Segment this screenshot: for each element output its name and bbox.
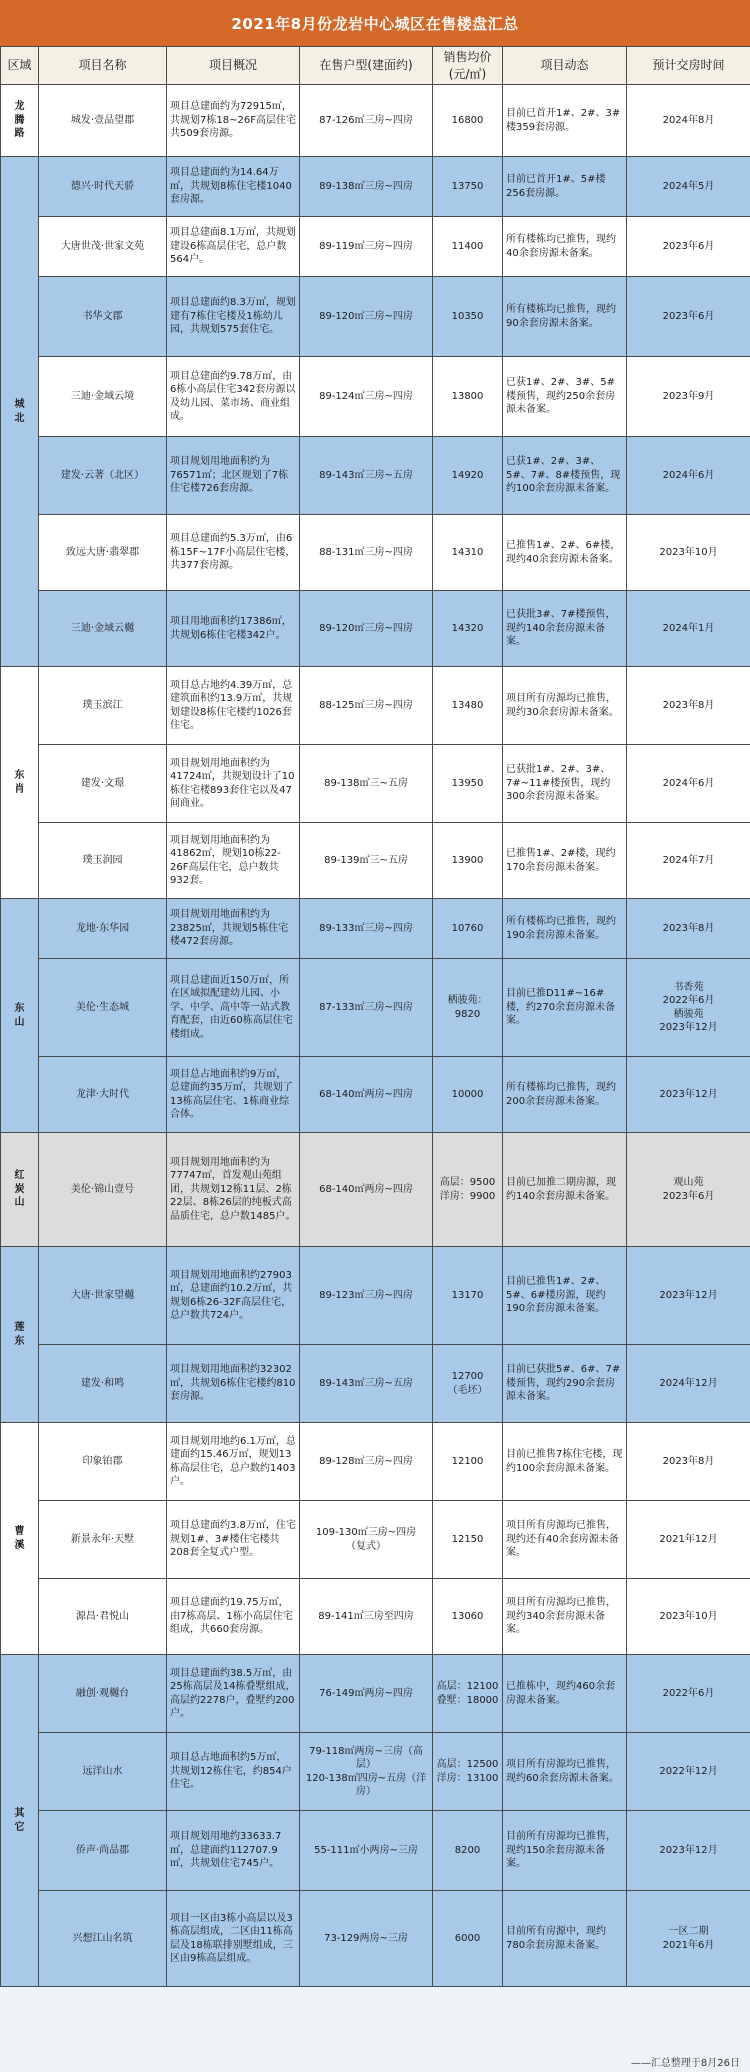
- project-overview: 项目一区由3栋小高层以及3栋高层组成，二区由11栋高层及18栋联排别墅组成，三区由9栋高层组成。: [167, 1891, 300, 1987]
- project-status: 已获批1#、2#、3#、7#~11#楼预售，现约300余套房源未备案。: [503, 745, 627, 823]
- region-cell: 东 肖: [1, 667, 39, 899]
- region-cell: 城 北: [1, 157, 39, 667]
- table-header-row: [1, 47, 750, 85]
- project-delivery: 2022年12月: [627, 1733, 750, 1811]
- project-overview: 项目规划用地面积约为41724㎡，共规划设计了10栋住宅楼893套住宅以及47间商业。: [167, 745, 300, 823]
- project-price: 13800: [433, 357, 503, 437]
- project-status: 目前所有房源中，现约780余套房源未备案。: [503, 1891, 627, 1987]
- project-status: 项目所有房源均已推售，现约340余套房源未备案。: [503, 1579, 627, 1655]
- project-name: 德兴·时代天骄: [39, 157, 167, 217]
- project-name: 印象铂郡: [39, 1423, 167, 1501]
- project-price: 14320: [433, 591, 503, 667]
- project-layout: 89-138㎡三房~四房: [300, 157, 433, 217]
- project-name: 美伦·生态城: [39, 959, 167, 1057]
- project-layout: 88-125㎡三房~四房: [300, 667, 433, 745]
- table-row: [1, 277, 750, 357]
- project-name: 三迪·金域云樾: [39, 591, 167, 667]
- project-name: 璞玉滨江: [39, 667, 167, 745]
- project-overview: 项目规划用地约33633.7㎡，总建面约112707.9㎡，共规划住宅745户。: [167, 1811, 300, 1891]
- region-cell: 莲 东: [1, 1247, 39, 1423]
- project-overview: 项目总建面8.1万㎡，共规划建设6栋高层住宅，总户数564户。: [167, 217, 300, 277]
- project-status: 已获批3#、7#楼预售，现约140余套房源未备案。: [503, 591, 627, 667]
- project-overview: 项目总建面约5.3万㎡，由6栋15F~17F小高层住宅楼，共377套房源。: [167, 515, 300, 591]
- project-delivery: 2023年8月: [627, 667, 750, 745]
- project-overview: 项目总建面约9.78万㎡，由6栋小高层住宅342套房源以及幼儿园、菜市场、商业组成。: [167, 357, 300, 437]
- project-name: 龙津·大时代: [39, 1057, 167, 1133]
- project-overview: 项目规划用地面积约为77747㎡，首发观山苑组团，共规划12栋11层、2栋22层、8栋26层的纯板式高品质住宅，总户数1485户。: [167, 1133, 300, 1247]
- project-layout: 89-143㎡三房~五房: [300, 437, 433, 515]
- project-name: 建发·云著（北区）: [39, 437, 167, 515]
- project-name: 三迪·金域云境: [39, 357, 167, 437]
- project-name: 龙地·东华园: [39, 899, 167, 959]
- project-overview: 项目总建面约为14.64万㎡，共规划8栋住宅楼1040套房源。: [167, 157, 300, 217]
- project-delivery: 2023年10月: [627, 1579, 750, 1655]
- project-price: 高层：9500 洋房：9900: [433, 1133, 503, 1247]
- project-price: 13950: [433, 745, 503, 823]
- table-row: [1, 85, 750, 157]
- table-row: [1, 515, 750, 591]
- project-layout: 76-149㎡两房~四房: [300, 1655, 433, 1733]
- project-price: 10350: [433, 277, 503, 357]
- table-row: [1, 1057, 750, 1133]
- project-status: 目前已首开1#、2#、3#楼359套房源。: [503, 85, 627, 157]
- project-price: 8200: [433, 1811, 503, 1891]
- project-status: 所有楼栋均已推售，现约90余套房源未备案。: [503, 277, 627, 357]
- project-delivery: 观山苑 2023年6月: [627, 1133, 750, 1247]
- project-price: 6000: [433, 1891, 503, 1987]
- project-status: 所有楼栋均已推售，现约200余套房源未备案。: [503, 1057, 627, 1133]
- table-row: [1, 217, 750, 277]
- project-layout: 89-128㎡三房~四房: [300, 1423, 433, 1501]
- project-delivery: 一区二期 2021年6月: [627, 1891, 750, 1987]
- project-overview: 项目规划用地面积约为23825㎡，共规划5栋住宅楼472套房源。: [167, 899, 300, 959]
- table-row: [1, 959, 750, 1057]
- project-name: 远洋山水: [39, 1733, 167, 1811]
- project-layout: 89-141㎡三房至四房: [300, 1579, 433, 1655]
- header-delivery: 预计交房时间: [627, 47, 750, 85]
- project-status: 已推售1#、2#、6#楼，现约40余套房源未备案。: [503, 515, 627, 591]
- project-price: 10000: [433, 1057, 503, 1133]
- project-delivery: 2023年12月: [627, 1811, 750, 1891]
- project-price: 11400: [433, 217, 503, 277]
- project-delivery: 书香苑 2022年6月 栖骏苑 2023年12月: [627, 959, 750, 1057]
- table-row: [1, 1423, 750, 1501]
- project-layout: 89-120㎡三房~四房: [300, 591, 433, 667]
- project-layout: 109-130㎡三房~四房 （复式）: [300, 1501, 433, 1579]
- header-overview: 项目概况: [167, 47, 300, 85]
- project-layout: 87-133㎡三房~四房: [300, 959, 433, 1057]
- project-status: 目前已推售7栋住宅楼，现约100余套房源未备案。: [503, 1423, 627, 1501]
- project-price: 高层：12500 洋房：13100: [433, 1733, 503, 1811]
- project-name: 新景永年·天墅: [39, 1501, 167, 1579]
- project-status: 已推售1#、2#楼，现约170余套房源未备案。: [503, 823, 627, 899]
- header-price: 销售均价 (元/㎡): [433, 47, 503, 85]
- project-price: 12700 （毛坯）: [433, 1345, 503, 1423]
- table-row: [1, 1655, 750, 1733]
- project-delivery: 2023年6月: [627, 277, 750, 357]
- project-delivery: 2023年8月: [627, 899, 750, 959]
- project-price: 12150: [433, 1501, 503, 1579]
- project-status: 已推栋中，现约460余套房源未备案。: [503, 1655, 627, 1733]
- table-row: [1, 1891, 750, 1987]
- table-row: [1, 591, 750, 667]
- project-delivery: 2021年12月: [627, 1501, 750, 1579]
- project-delivery: 2023年9月: [627, 357, 750, 437]
- project-overview: 项目规划用地面积约32302㎡，共规划6栋住宅楼约810套房源。: [167, 1345, 300, 1423]
- project-layout: 89-138㎡三~五房: [300, 745, 433, 823]
- project-overview: 项目总占地面积约5万㎡，共规划12栋住宅，约854户住宅。: [167, 1733, 300, 1811]
- project-name: 建发·和鸣: [39, 1345, 167, 1423]
- table-row: [1, 1501, 750, 1579]
- project-layout: 87-126㎡三房~四房: [300, 85, 433, 157]
- table-row: [1, 823, 750, 899]
- project-name: 源昌·君悦山: [39, 1579, 167, 1655]
- project-price: 16800: [433, 85, 503, 157]
- project-overview: 项目总建面约19.75万㎡，由7栋高层、1栋小高层住宅组成，共660套房源。: [167, 1579, 300, 1655]
- project-price: 13170: [433, 1247, 503, 1345]
- table-row: [1, 157, 750, 217]
- project-status: 目前已加推二期房源，现约140余套房源未备案。: [503, 1133, 627, 1247]
- project-status: 目前已首开1#、5#楼256套房源。: [503, 157, 627, 217]
- project-layout: 89-124㎡三房~四房: [300, 357, 433, 437]
- project-price: 10760: [433, 899, 503, 959]
- project-price: 栖骏苑：9820: [433, 959, 503, 1057]
- project-layout: 89-120㎡三房~四房: [300, 277, 433, 357]
- project-price: 14920: [433, 437, 503, 515]
- project-price: 12100: [433, 1423, 503, 1501]
- project-delivery: 2024年5月: [627, 157, 750, 217]
- project-name: 兴想江山名筑: [39, 1891, 167, 1987]
- project-price: 14310: [433, 515, 503, 591]
- project-overview: 项目规划用地面积约27903㎡，总建面约10.2万㎡，共规划6栋26-32F高层住宅，总户数共724户。: [167, 1247, 300, 1345]
- project-layout: 89-139㎡三~五房: [300, 823, 433, 899]
- region-cell: 东 山: [1, 899, 39, 1133]
- table-row: [1, 745, 750, 823]
- project-status: 项目所有房源均已推售，现约还有40余套房源未备案。: [503, 1501, 627, 1579]
- project-delivery: 2023年10月: [627, 515, 750, 591]
- table-row: [1, 1733, 750, 1811]
- table-row: [1, 1133, 750, 1247]
- project-layout: 89-123㎡三房~四房: [300, 1247, 433, 1345]
- project-delivery: 2024年6月: [627, 745, 750, 823]
- project-layout: 89-119㎡三房~四房: [300, 217, 433, 277]
- table-row: [1, 1579, 750, 1655]
- project-name: 璞玉润园: [39, 823, 167, 899]
- header-layout: 在售户型(建面约): [300, 47, 433, 85]
- project-layout: 89-133㎡三房~四房: [300, 899, 433, 959]
- region-cell: 红 炭 山: [1, 1133, 39, 1247]
- project-price: 13060: [433, 1579, 503, 1655]
- project-delivery: 2024年1月: [627, 591, 750, 667]
- project-price: 13480: [433, 667, 503, 745]
- project-overview: 项目规划用地约6.1万㎡，总建面约15.46万㎡，规划13栋高层住宅，总户数约1403户。: [167, 1423, 300, 1501]
- project-name: 城发·壹品望郡: [39, 85, 167, 157]
- project-overview: 项目总占地面积约9万㎡，总建面约35万㎡，共规划了13栋高层住宅、1栋商业综合体。: [167, 1057, 300, 1133]
- table-row: [1, 437, 750, 515]
- project-layout: 68-140㎡两房~四房: [300, 1057, 433, 1133]
- header-region: 区域: [1, 47, 39, 85]
- project-status: 所有楼栋均已推售，现约190余套房源未备案。: [503, 899, 627, 959]
- project-name: 融创·观樾台: [39, 1655, 167, 1733]
- project-delivery: 2024年7月: [627, 823, 750, 899]
- project-layout: 88-131㎡三房~四房: [300, 515, 433, 591]
- listing-table: [0, 46, 750, 1987]
- project-overview: 项目总建面约3.8万㎡，住宅规划1#、3#楼住宅楼共208套全复式户型。: [167, 1501, 300, 1579]
- project-overview: 项目总占地约4.39万㎡，总建筑面积约13.9万㎡，共规划建设8栋住宅楼约1026套住宅。: [167, 667, 300, 745]
- project-overview: 项目总建面约8.3万㎡，规划建有7栋住宅楼及1栋幼儿园，共规划575套住宅。: [167, 277, 300, 357]
- project-overview: 项目总建面近150万㎡，所在区域拟配建幼儿园、小学、中学、高中等一站式教育配套，由近60栋高层住宅楼组成。: [167, 959, 300, 1057]
- project-price: 13750: [433, 157, 503, 217]
- project-status: 目前已推售1#、2#、5#、6#楼房源，现约190余套房源未备案。: [503, 1247, 627, 1345]
- project-name: 侨声·尚品郡: [39, 1811, 167, 1891]
- project-name: 致远大唐·翡翠郡: [39, 515, 167, 591]
- project-status: 已获1#、2#、3#、5#楼预售，现约250余套房源未备案。: [503, 357, 627, 437]
- project-overview: 项目规划用地面积约为76571㎡；北区规划了7栋住宅楼726套房源。: [167, 437, 300, 515]
- table-row: [1, 1247, 750, 1345]
- project-status: 目前已获批5#、6#、7#楼预售，现约290余套房源未备案。: [503, 1345, 627, 1423]
- project-name: 大唐·世家望樾: [39, 1247, 167, 1345]
- table-row: [1, 667, 750, 745]
- project-price: 13900: [433, 823, 503, 899]
- project-delivery: 2023年12月: [627, 1057, 750, 1133]
- project-status: 所有楼栋均已推售，现约40余套房源未备案。: [503, 217, 627, 277]
- project-status: 目前已推D11#~16#楼，约270余套房源未备案。: [503, 959, 627, 1057]
- project-name: 美伦·锦山壹号: [39, 1133, 167, 1247]
- project-overview: 项目规划用地面积约为41862㎡，规划10栋22-26F高层住宅，总户数共932套。: [167, 823, 300, 899]
- project-delivery: 2024年8月: [627, 85, 750, 157]
- project-layout: 55-111㎡小两房~三房: [300, 1811, 433, 1891]
- table-row: [1, 357, 750, 437]
- project-delivery: 2022年6月: [627, 1655, 750, 1733]
- project-delivery: 2024年6月: [627, 437, 750, 515]
- project-delivery: 2023年6月: [627, 217, 750, 277]
- table-row: [1, 1345, 750, 1423]
- project-layout: 68-140㎡两房~四房: [300, 1133, 433, 1247]
- table-row: [1, 899, 750, 959]
- project-price: 高层：12100 叠墅：18000: [433, 1655, 503, 1733]
- project-status: 项目所有房源均已推售，现约60余套房源未备案。: [503, 1733, 627, 1811]
- project-delivery: 2023年12月: [627, 1247, 750, 1345]
- region-cell: 龙 腾 路: [1, 85, 39, 157]
- project-name: 建发·文璟: [39, 745, 167, 823]
- project-overview: 项目总建面约38.5万㎡，由25栋高层及14栋叠墅组成，高层约2278户，叠墅约200户。: [167, 1655, 300, 1733]
- region-cell: 曹 溪: [1, 1423, 39, 1655]
- table-row: [1, 1811, 750, 1891]
- project-name: 大唐世茂·世家文苑: [39, 217, 167, 277]
- project-status: 项目所有房源均已推售，现约30余套房源未备案。: [503, 667, 627, 745]
- project-layout: 79-118㎡两房~三房（高层） 120-138㎡四房~五房（洋房）: [300, 1733, 433, 1811]
- footer-note: ——汇总整理于8月26日: [630, 2058, 740, 2069]
- region-cell: 其 它: [1, 1655, 39, 1987]
- project-layout: 89-143㎡三房~五房: [300, 1345, 433, 1423]
- project-name: 书华文郡: [39, 277, 167, 357]
- header-status: 项目动态: [503, 47, 627, 85]
- project-delivery: 2024年12月: [627, 1345, 750, 1423]
- project-delivery: 2023年8月: [627, 1423, 750, 1501]
- project-status: 目前所有房源均已推售，现约150余套房源未备案。: [503, 1811, 627, 1891]
- page-title: 2021年8月份龙岩中心城区在售楼盘汇总: [0, 0, 750, 46]
- project-status: 已获1#、2#、3#、5#、7#、8#楼预售，现约100余套房源未备案。: [503, 437, 627, 515]
- project-layout: 73-129两房~三房: [300, 1891, 433, 1987]
- project-overview: 项目总建面约为72915㎡，共规划7栋18~26F高层住宅共509套房源。: [167, 85, 300, 157]
- project-overview: 项目用地面积约17386㎡，共规划6栋住宅楼342户。: [167, 591, 300, 667]
- header-name: 项目名称: [39, 47, 167, 85]
